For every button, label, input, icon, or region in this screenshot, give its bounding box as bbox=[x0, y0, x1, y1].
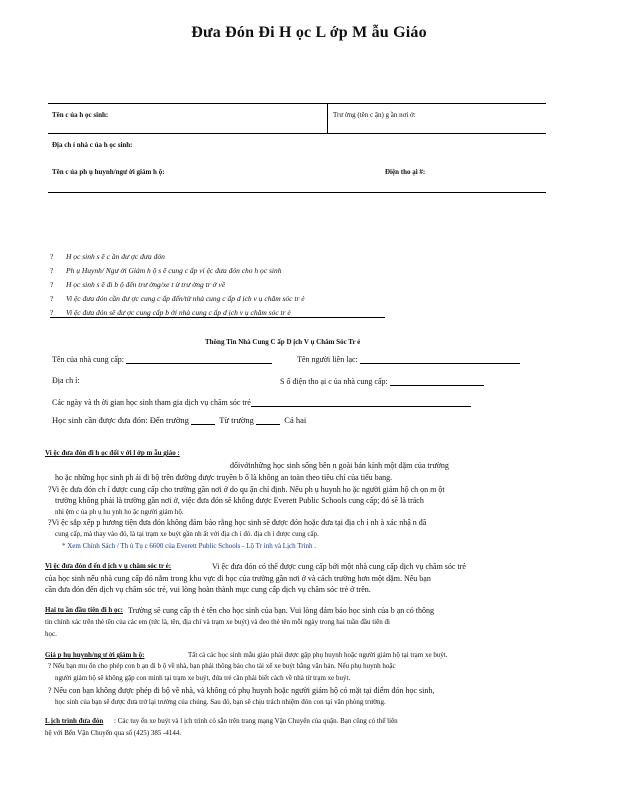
section-text: cần đưa đón đến dịch vụ chăm sóc trẻ, vui lòng hoàn thành mục cung cấp dịch vụ chăm sóc trẻ ở trên. bbox=[45, 585, 371, 594]
section-heading: Vi ệc đưa đón đ ến d ịch v ụ chăm sóc tr ẻ: bbox=[45, 562, 172, 570]
checklist-separator bbox=[50, 317, 385, 318]
section-text: nhi ệm c ủa ph ụ hu ynh ho ặc người giám hộ. bbox=[55, 508, 184, 516]
section-text: ?Vi ệc đưa đón ch ỉ được cung cấp cho trường gần nơi ở do qu ận chỉ định. Nếu ph ụ huynh ho ặc người giám hộ ch ọn m ột bbox=[48, 485, 445, 494]
section-text: hệ với Bến Vận Chuyển qua số (425) 385 -4144. bbox=[45, 729, 182, 737]
section-text: học. bbox=[45, 630, 57, 638]
section-heading: Vi ệc đưa đón đi h ọc đối v ới l ớp m ẫu giáo : bbox=[45, 449, 180, 457]
provider-address-label[interactable]: Địa ch ỉ: bbox=[52, 376, 80, 385]
section-text: đốivớinhững học sinh sống bên n goài bán kính một dặm của trường bbox=[230, 461, 449, 470]
section-heading: Hai tu ần đầu tiên đi h ọc: bbox=[45, 606, 123, 614]
section-text: trường không phải là trường gần nơi ở, việc đưa đón sẽ không được Everett Public Schools cung cấp; đó sẽ là trách bbox=[55, 496, 424, 505]
section-text: ho ặc những học sinh ph ải đi bộ trên đường được truyền b ố là không an toàn theo tiêu chí của tiểu bang. bbox=[55, 473, 393, 482]
pickup-row[interactable]: Học sinh cần được đưa đón: Đến trường Từ trường Cả hai bbox=[52, 415, 307, 425]
school-field[interactable]: Trư ờng (tên c ận) g ần nơi ở: bbox=[333, 111, 416, 119]
section-text: Vi ệc đưa đón có thể được cung cấp bởi một nhà cung cấp dịch vụ chăm sóc trẻ bbox=[212, 562, 466, 571]
phone-field[interactable]: Điện tho ại #: bbox=[385, 168, 426, 176]
section-text: ? Nếu con bạn không được phép đi bộ về nhà, và không có phụ huynh hoặc người giám hộ có mặt tại điểm đón học sinh, bbox=[48, 686, 435, 695]
section-text: ? Nếu bạn mu ốn cho phép con b ạn đi b ộ về nhà, bạn phải thông báo cho tài xế xe buýt bằng văn bản. Nếu phụ huynh hoặc bbox=[48, 662, 396, 670]
section-text: ?Vi ệc sắp xếp p hương tiện đưa đón không đảm bảo rằng học sinh sẽ được đón hoặc đưa tại địa ch ỉ nh à xác nhậ n đã bbox=[48, 518, 427, 527]
section-heading: L ịch trình đưa đón bbox=[45, 717, 104, 725]
student-address-field[interactable]: Địa ch ỉ nhà c ủa h ọc sinh: bbox=[52, 141, 133, 149]
section-text: cung cấp, mà thay vào đó, là tại trạm xe buýt gần nh ất với địa ch ỉ đó. địa ch ỉ được cung cấp. bbox=[55, 530, 319, 538]
checklist-item[interactable]: ? H ọc sinh s ẽ đi b ộ đến trư ờng/xe t ừ trư ờng tr ở về bbox=[50, 280, 226, 289]
provider-contact-row[interactable]: Tên người liên lạc: bbox=[297, 354, 520, 364]
guardian-name-field[interactable]: Tên c ủa ph ụ huynh/ngư ời giám h ộ: bbox=[52, 168, 165, 176]
provider-name-row[interactable]: Tên của nhà cung cấp: bbox=[52, 354, 272, 364]
checklist-item[interactable]: ? Vi ệc đưa đón sẽ đư ợc cung cấp b ởi nhà cung c ấp d ịch v ụ chăm sóc tr ẻ bbox=[50, 308, 291, 317]
checklist-item[interactable]: ? Ph ụ Huynh/ Ngư ời Giám h ộ s ẽ cung c ấp vi ệc đưa đón cho h ọc sinh bbox=[50, 266, 282, 275]
contact-name-blank[interactable] bbox=[360, 354, 520, 364]
page-title: Đưa Đón Đi H ọc L ớp M ẫu Giáo bbox=[191, 24, 427, 41]
student-name-field[interactable]: Tên c ủa h ọc sinh: bbox=[52, 111, 109, 119]
provider-heading: Thông Tin Nhà Cung C ấp D ịch V ụ Chăm Sóc Tr ẻ bbox=[205, 338, 361, 346]
provider-phone-row[interactable]: S ố điện tho ại c ủa nhà cung cấp: bbox=[280, 376, 484, 386]
section-text: người giám hộ sẽ không gặp con mình tại trạm xe buýt, đứa trẻ cần phải biết cách về nhà từ trạm xe buýt. bbox=[55, 674, 351, 682]
care-days-blank[interactable] bbox=[251, 397, 471, 407]
section-text: học sinh của bạn sẽ được đưa trở lại trường của chúng. Sau đó, bạn sẽ chịu trách nhiệm đón con tại văn phòng trường. bbox=[55, 698, 386, 706]
form-row-line bbox=[48, 133, 546, 134]
section-text: : Các tuy ến xe buýt và l ịch trình có sẵn trên trang mạng Vận Chuyển của quận. Bạn cũng có thể liên bbox=[114, 717, 398, 725]
policy-link[interactable]: * Xem Chính Sách / Th ủ Tụ c 6600 của Everett Public Schools - Lộ Tr ình và Lịch Trình . bbox=[62, 542, 317, 550]
provider-name-blank[interactable] bbox=[126, 354, 272, 364]
from-school-blank[interactable] bbox=[256, 415, 280, 425]
provider-phone-blank[interactable] bbox=[390, 376, 484, 386]
checklist-item[interactable]: ? Vi ệc đưa đón cần đư ợc cung c ấp đến/từ nhà cung c ấp d ịch v ụ chăm sóc tr ẻ bbox=[50, 294, 305, 303]
section-text: Tất cả các học sinh mẫu giáo phải được gặp phụ huynh hoặc người giám hộ tại trạm xe buýt. bbox=[188, 651, 448, 659]
section-text: tin chính xác trên thẻ tên của các em (tức là, tên, địa chỉ và trạm xe buýt) và đeo thẻ tên mỗi ngày trong hai tuần đầu tiên đi bbox=[45, 618, 390, 626]
section-text: của học sinh nếu nhà cung cấp đó nằm trong khu vực đi học của trường gần nơi ở và cách trường hơn một dặm. Nếu bạn bbox=[45, 574, 431, 583]
checklist-item[interactable]: ? H ọc sinh s ẽ c ần đư ợc đưa đón bbox=[50, 252, 165, 261]
form-divider bbox=[327, 103, 328, 133]
care-days-row[interactable]: Các ngày và th ời gian học sinh tham gia dịch vụ chăm sóc trẻ bbox=[52, 397, 471, 407]
section-text: Trường sẽ cung cấp th ẻ tên cho học sinh của bạn. Vui lòng đảm bảo học sinh của b ạn có thông bbox=[128, 606, 435, 615]
to-school-blank[interactable] bbox=[191, 415, 215, 425]
section-heading: Giá p hụ huynh/ng ư ời giám h ộ: bbox=[45, 651, 145, 659]
